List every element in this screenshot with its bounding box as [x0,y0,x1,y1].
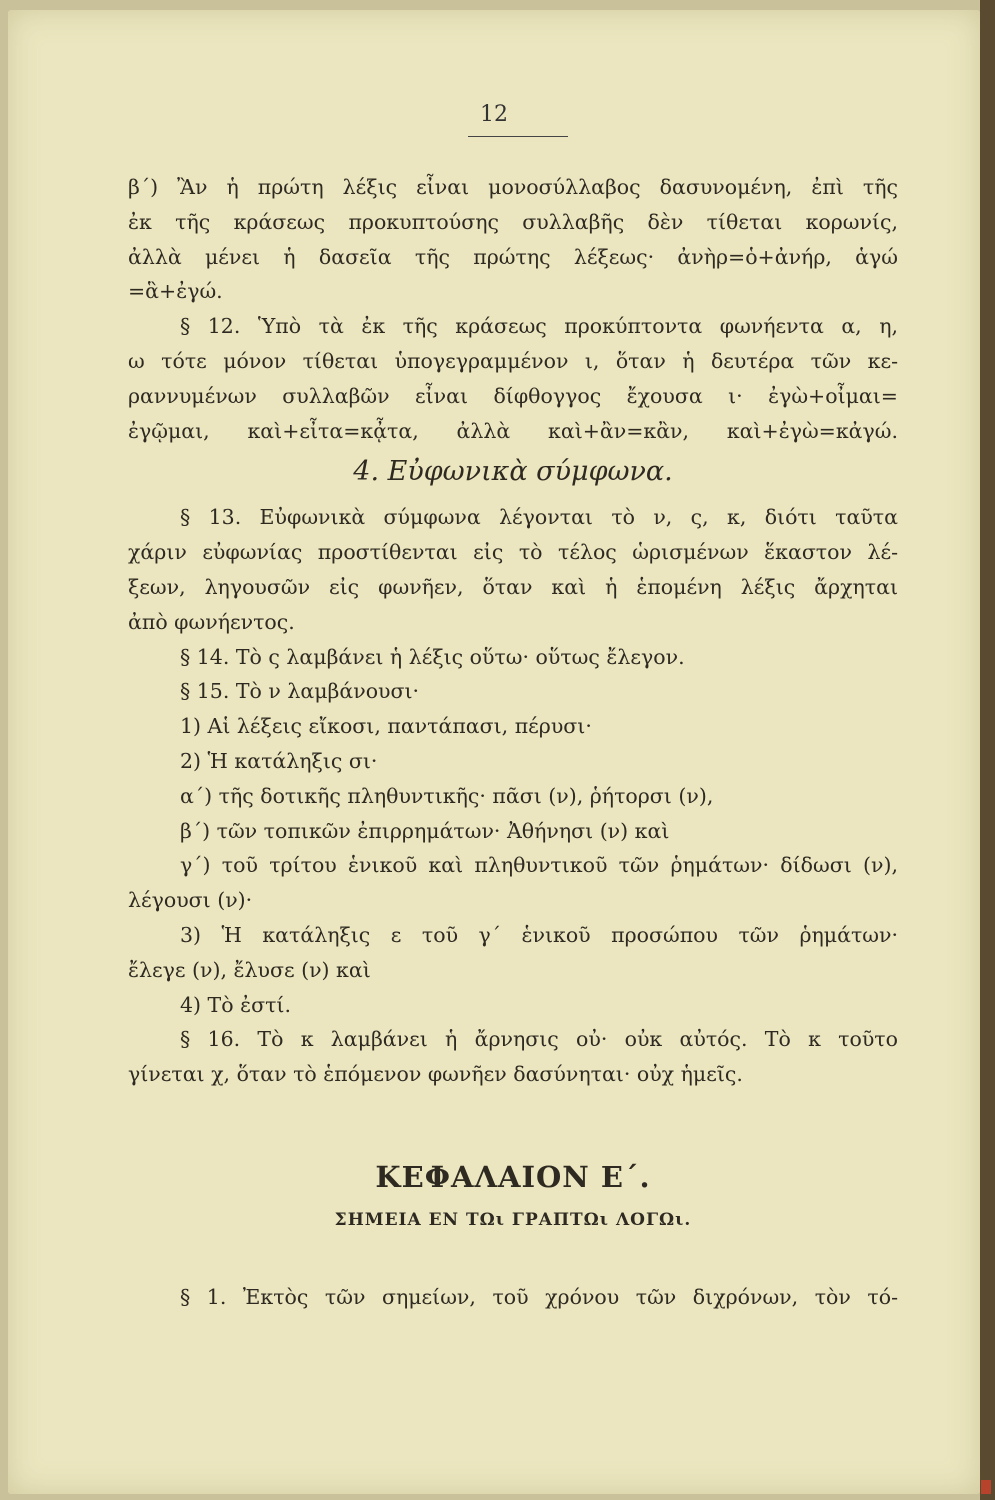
text-line: α΄) τῆς δοτικῆς πληθυντικῆς· πᾶσι (ν), ῥήτορσι (ν), [180,783,714,808]
text-line: ἐγῷμαι, καὶ+εἶτα=κᾆτα, ἀλλὰ καὶ+ἂν=κἂν, καὶ+ἐγὼ=κἀγώ. [128,418,898,443]
section-heading: 4. Εὐφωνικὰ σύμφωνα. [353,456,673,488]
text-line: § 16. Τὸ κ λαμβάνει ἡ ἄρνησις οὐ· οὐκ αὐτός. Τὸ κ τοῦτο [180,1027,898,1052]
text-line: § 15. Τὸ ν λαμβάνουσι· [180,679,420,704]
text-line: ἀπὸ φωνήεντος. [128,609,295,634]
text-line: ἔλεγε (ν), ἔλυσε (ν) καὶ [128,957,371,982]
text-line: γίνεται χ, ὅταν τὸ ἑπόμενον φωνῆεν δασύνηται· οὐχ ἡμεῖς. [128,1062,743,1087]
book-edge [980,0,995,1500]
page-body [128,170,898,1315]
text-line: =ἃ+ἐγώ. [128,279,223,304]
text-line: § 14. Τὸ ς λαμβάνει ἡ λέξις οὕτω· οὕτως ἔλεγον. [180,644,685,669]
page-number-rule [468,136,568,137]
text-line: ω τότε μόνον τίθεται ὑπογεγραμμένον ι, ὅταν ἡ δευτέρα τῶν κε- [128,348,898,373]
edge-mark [981,1480,991,1494]
text-line: § 12. Ὑπὸ τὰ ἐκ τῆς κράσεως προκύπτοντα φωνήεντα α, η, [180,314,898,339]
text-line: ἀλλὰ μένει ἡ δασεῖα τῆς πρώτης λέξεως· ἀνὴρ=ὁ+ἀνήρ, ἁγώ [128,244,898,269]
chapter-subtitle: ΣΗΜΕΙΑ ΕΝ ΤΩι ΓΡΑΠΤΩι ΛΟΓΩι. [334,1209,692,1230]
text-line: β΄) Ἂν ἡ πρώτη λέξις εἶναι μονοσύλλαβος δασυνομένη, ἐπὶ τῆς [128,175,898,199]
book-page [8,10,980,1494]
text-line: ξεων, ληγουσῶν εἰς φωνῆεν, ὅταν καὶ ἡ ἑπομένη λέξις ἄρχηται [128,574,898,599]
text-line: 2) Ἡ κατάληξις σι· [180,748,378,773]
text-line: 3) Ἡ κατάληξις ε τοῦ γ΄ ἑνικοῦ προσώπου τῶν ῥημάτων· [180,922,898,947]
text-line: λέγουσι (ν)· [128,888,253,913]
text-line: 1) Αἱ λέξεις εἴκοσι, παντάπασι, πέρυσι· [180,714,592,739]
text-line: § 1. Ἐκτὸς τῶν σημείων, τοῦ χρόνου τῶν διχρόνων, τὸν τό- [180,1284,898,1309]
text-line: § 13. Εὐφωνικὰ σύμφωνα λέγονται τὸ ν, ς, κ, διότι ταῦτα [180,505,898,530]
page-number: 12 [480,102,508,127]
text-line: 4) Τὸ ἐστί. [180,992,291,1017]
text-line: ἐκ τῆς κράσεως προκυπτούσης συλλαβῆς δὲν τίθεται κορωνίς, [128,209,898,234]
text-line: χάριν εὐφωνίας προστίθενται εἰς τὸ τέλος ὡρισμένων ἕκαστον λέ- [128,540,898,565]
chapter-title: ΚΕΦΑΛΑΙΟΝ Ε΄. [375,1159,651,1194]
text-line: β΄) τῶν τοπικῶν ἐπιρρημάτων· Ἀθήνησι (ν) καὶ [180,818,670,843]
text-line: γ΄) τοῦ τρίτου ἑνικοῦ καὶ πληθυντικοῦ τῶν ῥημάτων· δίδωσι (ν), [180,853,898,878]
text-line: ραννυμένων συλλαβῶν εἶναι δίφθογγος ἔχουσα ι· ἐγὼ+οἶμαι= [128,383,898,408]
